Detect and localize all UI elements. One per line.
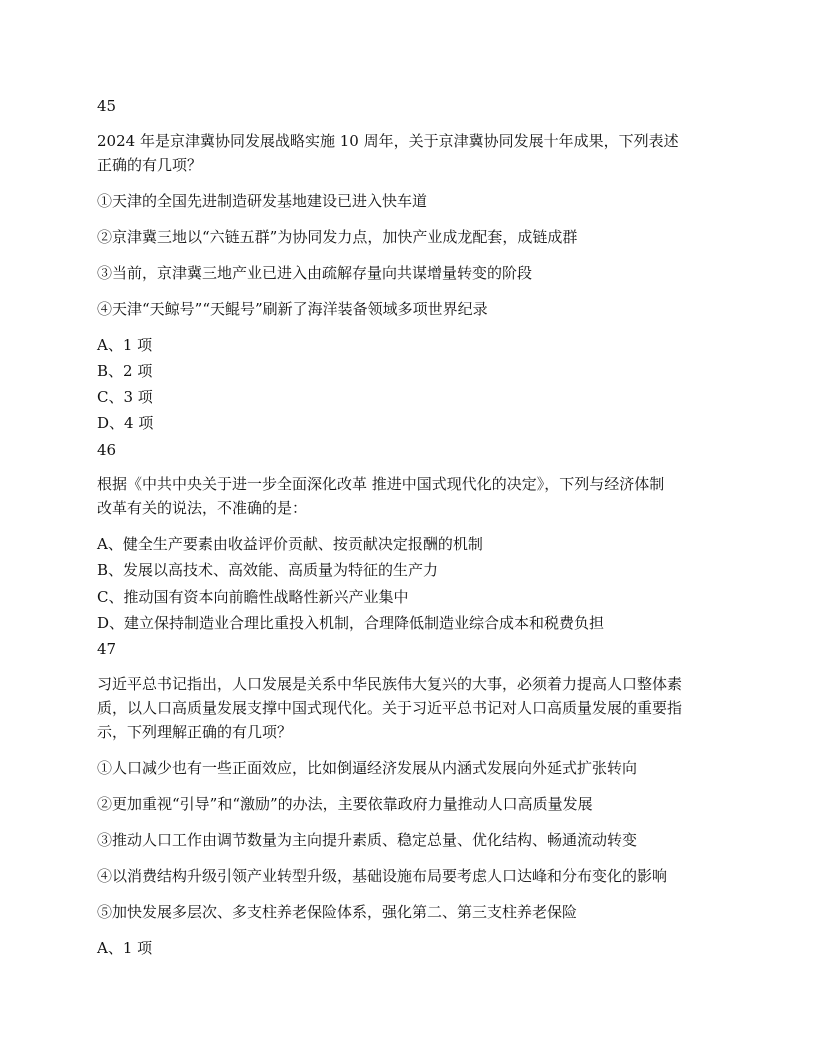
question-stem: 正确的有几项？: [97, 156, 203, 174]
answer-option: D、4 项: [97, 414, 154, 432]
question-number: 47: [97, 640, 117, 658]
statement: ①天津的全国先进制造研发基地建设已进入快车道: [97, 192, 428, 210]
statement: ④天津“天鲸号”“天鲲号”刷新了海洋装备领域多项世界纪录: [97, 300, 488, 318]
answer-option: D、建立保持制造业合理比重投入机制，合理降低制造业综合成本和税费负担: [97, 614, 605, 632]
answer-option: C、推动国有资本向前瞻性战略性新兴产业集中: [97, 588, 409, 606]
statement: ③推动人口工作由调节数量为主向提升素质、稳定总量、优化结构、畅通流动转变: [97, 831, 638, 849]
question-stem: 习近平总书记指出，人口发展是关系中华民族伟大复兴的大事，必须着力提高人口整体素: [97, 675, 683, 693]
question-number: 45: [97, 97, 117, 115]
question-stem: 改革有关的说法，不准确的是：: [97, 499, 308, 517]
answer-option: B、2 项: [97, 362, 153, 380]
question-stem: 质，以人口高质量发展支撑中国式现代化。关于习近平总书记对人口高质量发展的重要指: [97, 699, 683, 717]
statement: ④以消费结构升级引领产业转型升级，基础设施布局要考虑人口达峰和分布变化的影响: [97, 867, 668, 885]
statement: ①人口减少也有一些正面效应，比如倒逼经济发展从内涵式发展向外延式扩张转向: [97, 759, 638, 777]
answer-option: C、3 项: [97, 388, 153, 406]
statement: ③当前，京津冀三地产业已进入由疏解存量向共谋增量转变的阶段: [97, 264, 533, 282]
question-stem: 2024 年是京津冀协同发展战略实施 10 周年，关于京津冀协同发展十年成果，下列表述: [97, 132, 679, 150]
answer-option: A、1 项: [97, 939, 153, 957]
answer-option: A、1 项: [97, 336, 153, 354]
statement: ②更加重视“引导”和“激励”的办法，主要依靠政府力量推动人口高质量发展: [97, 795, 593, 813]
statement: ⑤加快发展多层次、多支柱养老保险体系，强化第二、第三支柱养老保险: [97, 903, 578, 921]
question-number: 46: [97, 441, 117, 459]
statement: ②京津冀三地以“六链五群”为协同发力点，加快产业成龙配套，成链成群: [97, 228, 578, 246]
answer-option: B、发展以高技术、高效能、高质量为特征的生产力: [97, 561, 439, 579]
question-stem: 根据《中共中央关于进一步全面深化改革 推进中国式现代化的决定》，下列与经济体制: [97, 475, 665, 493]
answer-option: A、健全生产要素由收益评价贡献、按贡献决定报酬的机制: [97, 535, 483, 553]
question-stem: 示，下列理解正确的有几项？: [97, 723, 293, 741]
